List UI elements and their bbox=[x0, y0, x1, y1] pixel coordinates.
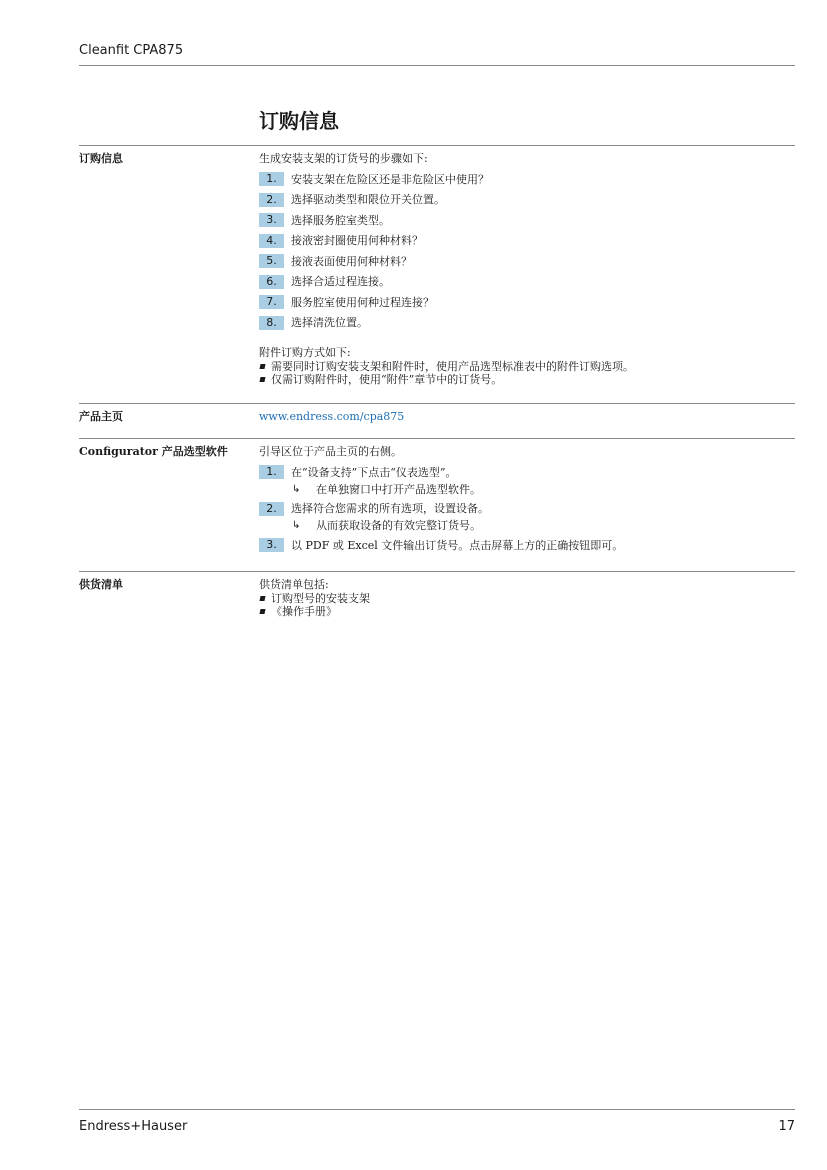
step-number: 1. bbox=[259, 172, 284, 186]
running-header: Cleanfit CPA875 bbox=[79, 43, 184, 58]
result-text: 在单独窗口中打开产品选型软件。 bbox=[316, 482, 481, 496]
row-label-homepage: 产品主页 bbox=[79, 410, 123, 423]
step-number: 3. bbox=[259, 213, 284, 227]
row-label-ordering: 订购信息 bbox=[79, 152, 123, 165]
step-text: 以 PDF 或 Excel 文件输出订货号。点击屏幕上方的正确按钮即可。 bbox=[291, 538, 624, 552]
bullet-item bbox=[259, 592, 795, 605]
step-text: 选择清洗位置。 bbox=[291, 316, 368, 329]
step-item bbox=[259, 536, 795, 554]
header-rule bbox=[79, 65, 795, 66]
step-result bbox=[259, 481, 795, 497]
step-item bbox=[259, 191, 795, 209]
step-number: 1. bbox=[259, 465, 284, 479]
step-number: 2. bbox=[259, 502, 284, 516]
bullet-text: 需要同时订购安装支架和附件时，使用产品选型标准表中的附件订购选项。 bbox=[271, 359, 634, 373]
ordering-content bbox=[259, 151, 795, 386]
step-text: 服务腔室使用何种过程连接？ bbox=[291, 295, 434, 309]
footer-brand: Endress+Hauser bbox=[79, 1119, 188, 1134]
step-number: 6. bbox=[259, 275, 284, 289]
bullet-square-icon bbox=[259, 596, 265, 601]
bullet-text: 《操作手册》 bbox=[271, 605, 337, 618]
step-number: 4. bbox=[259, 234, 284, 248]
bullet-text: 订购型号的安装支架 bbox=[271, 592, 370, 605]
delivery-content bbox=[259, 577, 795, 618]
accessory-intro: 附件订购方式如下: bbox=[259, 345, 351, 359]
step-number: 8. bbox=[259, 316, 284, 330]
ordering-steps bbox=[259, 170, 795, 332]
configurator-steps bbox=[259, 463, 795, 554]
step-item bbox=[259, 232, 795, 250]
step-result bbox=[259, 518, 795, 534]
step-item bbox=[259, 211, 795, 229]
step-item bbox=[259, 314, 795, 332]
section-title: 订购信息 bbox=[259, 109, 339, 133]
step-number: 3. bbox=[259, 538, 284, 552]
step-item bbox=[259, 500, 795, 518]
row-label-configurator: Configurator 产品选型软件 bbox=[79, 445, 228, 458]
step-text: 选择驱动类型和限位开关位置。 bbox=[291, 193, 445, 206]
ordering-intro: 生成安装支架的订货号的步骤如下: bbox=[259, 152, 428, 165]
step-text: 选择合适过程连接。 bbox=[291, 275, 390, 288]
step-number: 7. bbox=[259, 295, 284, 309]
step-text: 接液表面使用何种材料？ bbox=[291, 254, 412, 268]
bullet-square-icon bbox=[259, 377, 265, 382]
bullet-square-icon bbox=[259, 609, 265, 614]
row-divider bbox=[79, 145, 795, 146]
delivery-intro: 供货清单包括: bbox=[259, 578, 329, 591]
configurator-content bbox=[259, 444, 795, 554]
footer-rule bbox=[79, 1109, 795, 1110]
step-number: 2. bbox=[259, 193, 284, 207]
step-item bbox=[259, 463, 795, 481]
step-item bbox=[259, 252, 795, 270]
bullet-text: 仅需订购附件时，使用“附件”章节中的订货号。 bbox=[271, 372, 503, 386]
delivery-bullets bbox=[259, 592, 795, 618]
page-number: 17 bbox=[778, 1119, 795, 1134]
bullet-item bbox=[259, 605, 795, 618]
accessory-bullets bbox=[259, 360, 795, 386]
step-text: 安装支架在危险区还是非危险区中使用？ bbox=[291, 172, 489, 186]
configurator-intro: 引导区位于产品主页的右侧。 bbox=[259, 445, 402, 458]
row-divider bbox=[79, 403, 795, 404]
result-text: 从而获取设备的有效完整订货号。 bbox=[316, 519, 481, 532]
row-label-delivery: 供货清单 bbox=[79, 578, 123, 591]
result-arrow-icon: ↳ bbox=[292, 520, 301, 531]
product-homepage-link[interactable]: www.endress.com/cpa875 bbox=[259, 410, 405, 423]
step-text: 在“设备支持”下点击“仪表选型”。 bbox=[291, 465, 457, 479]
bullet-square-icon bbox=[259, 364, 265, 369]
row-divider bbox=[79, 571, 795, 572]
homepage-content bbox=[259, 409, 795, 424]
step-item bbox=[259, 170, 795, 188]
result-arrow-icon: ↳ bbox=[292, 483, 301, 495]
step-text: 接液密封圈使用何种材料？ bbox=[291, 234, 423, 247]
row-divider bbox=[79, 438, 795, 439]
step-text: 选择符合您需求的所有选项，设置设备。 bbox=[291, 502, 489, 515]
step-text: 选择服务腔室类型。 bbox=[291, 213, 390, 227]
bullet-item bbox=[259, 373, 795, 386]
step-number: 5. bbox=[259, 254, 284, 268]
step-item bbox=[259, 273, 795, 291]
step-item bbox=[259, 293, 795, 311]
